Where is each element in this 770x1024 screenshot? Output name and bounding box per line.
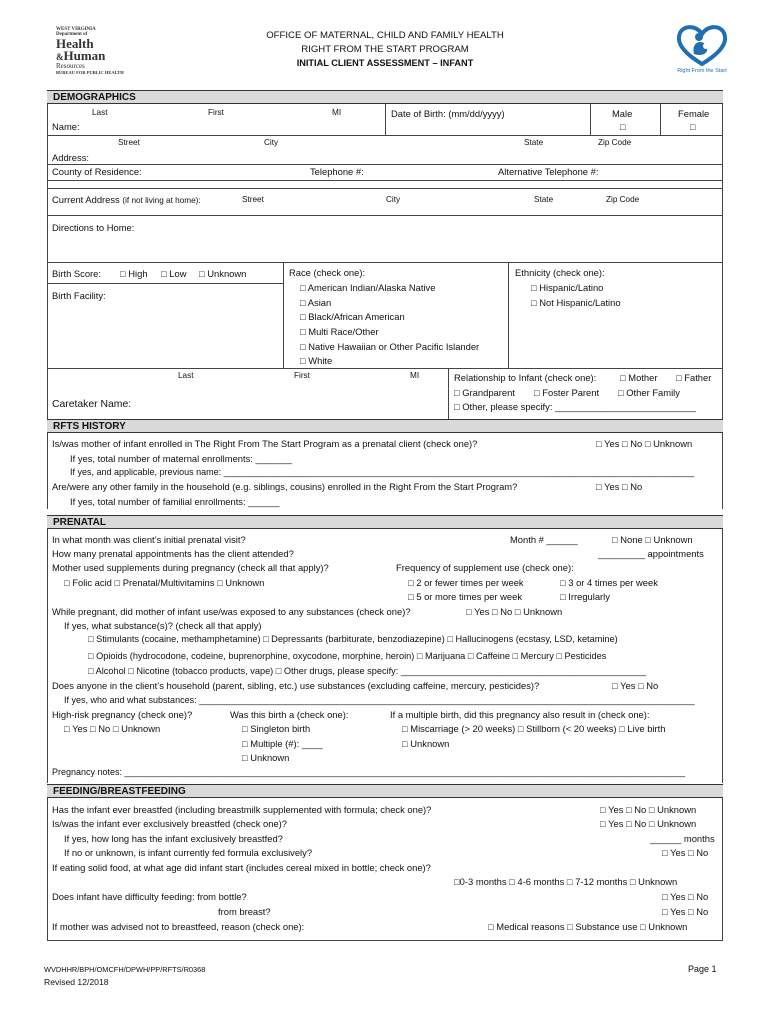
feeding-q1: Has the infant ever breastfed (including breastmilk supplemented with formula; check one)? (52, 804, 432, 815)
feeding-q4: Does infant have difficulty feeding: from bottle? (52, 891, 247, 902)
name-label: Name: (52, 121, 80, 132)
relationship-title: Relationship to Infant (check one): (454, 372, 597, 383)
address-zip-label: Zip Code (598, 138, 632, 147)
heart-mother-child-icon (672, 22, 732, 66)
prenatal-q5-options[interactable]: □ Yes □ No (612, 680, 659, 691)
prenatal-q1-options[interactable]: □ None □ Unknown (612, 534, 693, 545)
birth-facility-field[interactable]: Birth Facility: (52, 290, 106, 301)
revision-date: Revised 12/2018 (44, 977, 109, 987)
logo-amp: & (56, 52, 64, 62)
feeding-q5-options[interactable]: □ Medical reasons □ Substance use □ Unknown (488, 921, 688, 932)
birth-score-low[interactable]: □ Low (161, 268, 187, 279)
race-option[interactable]: □ Asian (300, 297, 332, 308)
caretaker-last-label: Last (178, 371, 194, 380)
relationship-other[interactable]: □ Other, please specify: ___________________________ (454, 401, 696, 412)
address-state-label: State (524, 138, 544, 147)
form-code: WVDHHR/BPH/OMCFH/DPWH/PP/RFTS/R0368 (44, 965, 206, 974)
rfts-logo (672, 22, 732, 74)
ethnicity-option[interactable]: □ Not Hispanic/Latino (531, 297, 621, 308)
feeding-q3-options[interactable]: □0-3 months □ 4-6 months □ 7-12 months □ Unknown (454, 876, 678, 887)
race-option[interactable]: □ Native Hawaiian or Other Pacific Islander (300, 341, 480, 352)
logo-bureau: BUREAU FOR PUBLIC HEALTH (56, 70, 124, 75)
feeding-q2b-options[interactable]: □ Yes □ No (662, 847, 709, 858)
feeding-q2: Is/was the infant ever exclusively breastfed (check one)? (52, 818, 288, 829)
prenatal-q3-options[interactable]: □ Folic acid □ Prenatal/Multivitamins □ Unknown (64, 577, 265, 588)
feeding-q4b: from breast? (218, 906, 271, 917)
current-zip-label: Zip Code (606, 195, 640, 204)
logo-human-text: Human (63, 48, 106, 63)
prenatal-q6-options[interactable]: □ Yes □ No □ Unknown (64, 723, 161, 734)
logo-resources: Resources (56, 62, 85, 70)
rfts-q1-options[interactable]: □ Yes □ No □ Unknown (596, 438, 693, 449)
prenatal-freq-a[interactable]: □ 2 or fewer times per week (408, 577, 524, 588)
rfts-q2: Are/were any other family in the household (e.g. siblings, cousins) enrolled in the Right From the Start Program? (52, 481, 518, 492)
wvdhhr-logo (56, 27, 126, 75)
prenatal-q7-unknown[interactable]: □ Unknown (242, 752, 290, 763)
telephone-field[interactable]: Telephone #: (310, 166, 364, 177)
address-label: Address: (52, 152, 89, 163)
current-address-note: (if not living at home): (122, 196, 201, 205)
relationship-grandparent[interactable]: □ Grandparent (454, 387, 515, 398)
current-street-label: Street (242, 195, 264, 204)
race-option[interactable]: □ American Indian/Alaska Native (300, 282, 436, 293)
office-title: OFFICE OF MATERNAL, CHILD AND FAMILY HEALTH (266, 30, 504, 41)
address-city-label: City (264, 138, 279, 147)
substances-row-2[interactable]: □ Opioids (hydrocodone, codeine, buprenorphine, oxycodone, morphine, heroin) □ Marijuana □ Caffeine □ Mercury □ Pesticides (88, 651, 607, 661)
prenatal-frequency: Frequency of supplement use (check one): (396, 562, 574, 573)
prenatal-q4a: If yes, what substance(s)? (check all that apply) (64, 620, 262, 631)
birth-score-label: Birth Score: (52, 268, 101, 279)
birth-score-high[interactable]: □ High (120, 268, 148, 279)
directions-field[interactable]: Directions to Home: (52, 222, 135, 233)
section-feeding: FEEDING/BREASTFEEDING (47, 784, 723, 798)
prenatal-q8-options[interactable]: □ Miscarriage (> 20 weeks) □ Stillborn (< 20 weeks) □ Live birth (402, 723, 666, 734)
substances-row-1[interactable]: □ Stimulants (cocaine, methamphetamine) □ Depressants (barbiturate, benzodiazepine) □ Hallucinogens (ecstasy, LSD, ketamine) (88, 634, 618, 644)
feeding-q5: If mother was advised not to breastfeed, reason (check one): (52, 921, 305, 932)
prenatal-q5a[interactable]: If yes, who and what substances: ___________________________________________________________________________________________________ (64, 695, 695, 705)
ethnicity-option[interactable]: □ Hispanic/Latino (531, 282, 604, 293)
feeding-q4-options[interactable]: □ Yes □ No (662, 891, 709, 902)
logo-small-text: WEST VIRGINIA Department of (56, 27, 96, 37)
alt-telephone-field[interactable]: Alternative Telephone #: (498, 166, 599, 177)
prenatal-q7-multiple[interactable]: □ Multiple (#): ____ (242, 738, 323, 749)
feeding-q2b: If no or unknown, is infant currently fed formula exclusively? (64, 847, 313, 858)
prenatal-q7: Was this birth a (check one): (230, 709, 349, 720)
prenatal-q1-month[interactable]: Month # ______ (510, 534, 578, 545)
ethnicity-title: Ethnicity (check one): (515, 267, 605, 278)
prenatal-q8-unknown[interactable]: □ Unknown (402, 738, 450, 749)
current-city-label: City (386, 195, 401, 204)
rfts-q2-options[interactable]: □ Yes □ No (596, 481, 643, 492)
prenatal-q3: Mother used supplements during pregnancy (check all that apply)? (52, 562, 329, 573)
race-option[interactable]: □ Black/African American (300, 311, 405, 322)
feeding-q2-options[interactable]: □ Yes □ No □ Unknown (600, 818, 697, 829)
relationship-mother[interactable]: □ Mother (620, 372, 658, 383)
prenatal-freq-c[interactable]: □ 5 or more times per week (408, 591, 523, 602)
sex-female-label: Female (678, 108, 710, 119)
caretaker-name-field[interactable]: Caretaker Name: (52, 399, 132, 410)
prenatal-q7-singleton[interactable]: □ Singleton birth (242, 723, 311, 734)
feeding-q4b-options[interactable]: □ Yes □ No (662, 906, 709, 917)
race-option[interactable]: □ Multi Race/Other (300, 326, 379, 337)
relationship-foster[interactable]: □ Foster Parent (534, 387, 600, 398)
section-rfts-history: RFTS HISTORY (47, 419, 723, 433)
prenatal-q4: While pregnant, did mother of infant use/was exposed to any substances (check one)? (52, 606, 411, 617)
name-first-label: First (208, 108, 224, 117)
name-last-label: Last (92, 108, 108, 117)
feeding-q2a: If yes, how long has the infant exclusively breastfed? (64, 833, 283, 844)
county-field[interactable]: County of Residence: (52, 166, 142, 177)
current-address-text: Current Address (52, 194, 120, 205)
relationship-other-family[interactable]: □ Other Family (618, 387, 680, 398)
sex-male-checkbox[interactable]: □ (620, 122, 626, 132)
rfts-q1a[interactable]: If yes, total number of maternal enrollments: _______ (70, 453, 292, 464)
prenatal-q6: High-risk pregnancy (check one)? (52, 709, 193, 720)
caretaker-first-label: First (294, 371, 310, 380)
prenatal-q8: If a multiple birth, did this pregnancy also result in (check one): (390, 709, 650, 720)
current-state-label: State (534, 195, 554, 204)
birth-score-unknown[interactable]: □ Unknown (199, 268, 247, 279)
dob-field[interactable]: Date of Birth: (mm/dd/yyyy) (391, 108, 505, 119)
rfts-q1: Is/was mother of infant enrolled in The Right From The Start Program as a prenatal client (check one)? (52, 438, 478, 449)
name-mi-label: MI (332, 108, 342, 117)
pregnancy-notes[interactable]: Pregnancy notes: ________________________________________________________________________________________________________________ (52, 767, 686, 777)
prenatal-freq-b[interactable]: □ 3 or 4 times per week (560, 577, 658, 588)
prenatal-q2: How many prenatal appointments has the client attended? (52, 548, 294, 559)
prenatal-q1: In what month was client’s initial prenatal visit? (52, 534, 246, 545)
prenatal-q4-options[interactable]: □ Yes □ No □ Unknown (466, 606, 563, 617)
rfts-q2a[interactable]: If yes, total number of familial enrollments: ______ (70, 496, 280, 507)
substances-row-3[interactable]: □ Alcohol □ Nicotine (tobacco products, vape) □ Other drugs, please specify: ________________________________________________ (88, 666, 647, 676)
program-title: RIGHT FROM THE START PROGRAM (301, 44, 469, 55)
logo-health: Health (56, 36, 94, 51)
relationship-father[interactable]: □ Father (676, 372, 712, 383)
page-number: Page 1 (688, 964, 717, 974)
feeding-q3: If eating solid food, at what age did infant start (includes cereal mixed in bottle; check one)? (52, 862, 431, 873)
prenatal-q2-answer[interactable]: _________ appointments (598, 548, 704, 559)
caretaker-mi-label: MI (410, 371, 420, 380)
address-street-label: Street (118, 138, 140, 147)
current-address-label (52, 194, 201, 205)
rfts-logo-text: Right From the Start (677, 68, 727, 74)
race-title: Race (check one): (289, 267, 366, 278)
feeding-q2a-answer[interactable]: ______ months (650, 833, 715, 844)
prenatal-q5: Does anyone in the client’s household (parent, sibling, etc.) use substances (excluding caffeine, mercury, pesticides)? (52, 680, 540, 691)
section-demographics: DEMOGRAPHICS (47, 90, 723, 104)
rfts-q1b[interactable]: If yes, and applicable, previous name: ______________________________________________________________________________________________ (70, 467, 695, 477)
race-option[interactable]: □ White (300, 355, 333, 366)
sex-male-label: Male (612, 108, 633, 119)
feeding-q1-options[interactable]: □ Yes □ No □ Unknown (600, 804, 697, 815)
prenatal-freq-d[interactable]: □ Irregularly (560, 591, 610, 602)
form-title: INITIAL CLIENT ASSESSMENT – INFANT (296, 58, 474, 68)
section-prenatal: PRENATAL (47, 515, 723, 529)
sex-female-checkbox[interactable]: □ (690, 122, 696, 132)
